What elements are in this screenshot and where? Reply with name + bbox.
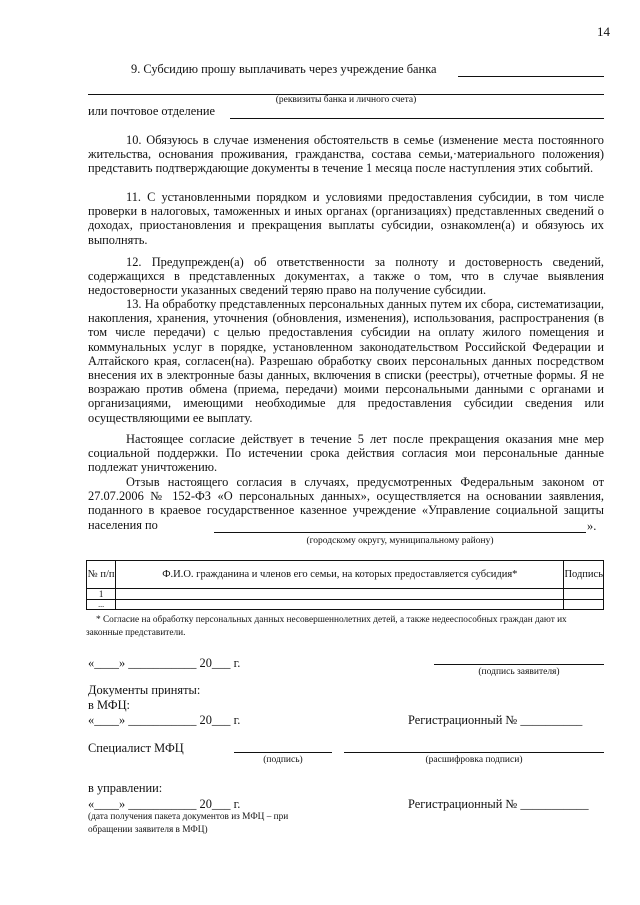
management-registration-number[interactable]: Регистрационный № ___________ bbox=[408, 797, 589, 811]
paragraph-13: 13. На обработку представленных персональных данных путем их сбора, систематизации, накопления, хранения, уточнения (обновления, изменения), использования, распространения (в том числе передачи) с целью предоставления субсидии на оплату жилого помещения и коммунальных услуг в порядке, установленном законодательством Российской Федерации и Алтайского края, согласен(на). Разрешаю обработку своих персональных данных посредством внесения их в электронные базы данных, включения в списки (реестры), отчетные формы. Я не возражаю против обмена (приема, передачи) моими персональными данными с органами и организациями, имеющими необходимые для предоставления субсидии сведения или осуществляющими ее выплату. bbox=[88, 297, 604, 425]
specialist-label: Специалист МФЦ bbox=[88, 741, 184, 755]
district-caption: (городскому округу, муниципальному району) bbox=[306, 536, 494, 546]
application-date[interactable]: «____» ___________ 20___ г. bbox=[88, 656, 241, 670]
mfc-registration-number[interactable]: Регистрационный № __________ bbox=[408, 713, 583, 727]
page-number: 14 bbox=[597, 24, 610, 39]
bank-field[interactable] bbox=[458, 76, 604, 77]
specialist-name-caption: (расшифровка подписи) bbox=[425, 755, 523, 765]
col-fio-header: Ф.И.О. гражданина и членов его семьи, на которых предоставляется субсидия* bbox=[116, 561, 564, 589]
footnote: * Согласие на обработку персональных данных несовершеннолетних детей, а также недееспособных граждан дают их законные представители. bbox=[86, 615, 567, 638]
post-office-label: или почтовое отделение bbox=[88, 104, 215, 118]
bank-details-caption: (реквизиты банка и личного счета) bbox=[275, 95, 417, 105]
sign-cell[interactable] bbox=[564, 600, 604, 610]
sign-cell[interactable] bbox=[564, 589, 604, 600]
paragraph-12: 12. Предупрежден(а) об ответственности за полноту и достоверность сведений, содержащихся в представленных документах, а также о том, что в случае выявления недостоверности указанных сведений теряю право на получение субсидии. bbox=[88, 255, 604, 298]
applicant-sign-field[interactable] bbox=[434, 664, 604, 665]
specialist-name-field[interactable] bbox=[344, 752, 604, 753]
table-header-row bbox=[87, 561, 604, 589]
date-note: (дата получения пакета документов из МФЦ – при обращении заявителя в МФЦ) bbox=[88, 812, 289, 835]
paragraph-revocation: Отзыв настоящего согласия в случаях, предусмотренных Федеральным законом от 27.07.2006 № 152-ФЗ «О персональных данных», осуществляется на основании заявления, поданного в краевое государственное казенное учреждение «Управление социальной защиты населения по bbox=[88, 475, 604, 532]
district-field[interactable] bbox=[214, 532, 586, 533]
fio-cell[interactable] bbox=[116, 600, 564, 610]
revocation-end: ». bbox=[587, 519, 597, 533]
in-management-label: в управлении: bbox=[88, 781, 163, 795]
in-mfc-label: в МФЦ: bbox=[88, 698, 130, 712]
paragraph-consent-term: Настоящее согласие действует в течение 5 лет после прекращения оказания мне мер социальной поддержки. По истечении срока действия согласия мои персональные данные подлежат уничтожению. bbox=[88, 432, 604, 475]
table-row bbox=[87, 600, 604, 610]
applicant-sign-caption: (подпись заявителя) bbox=[478, 667, 560, 677]
fio-cell[interactable] bbox=[116, 589, 564, 600]
row-number: ... bbox=[87, 600, 116, 610]
table-row bbox=[87, 589, 604, 600]
paragraph-11: 11. С установленными порядком и условиями предоставления субсидии, в том числе проверки в налоговых, таможенных и иных органах (организациях) представленных сведений о доходах, приостановления и прекращения выплаты субсидии, ознакомлен(а) и обязуюсь их выполнять. bbox=[88, 190, 604, 247]
mfc-date[interactable]: «____» ___________ 20___ г. bbox=[88, 713, 241, 727]
docs-accepted-label: Документы приняты: bbox=[88, 683, 201, 697]
family-signature-table bbox=[86, 560, 604, 610]
paragraph-10: 10. Обязуюсь в случае изменения обстоятельств в семье (изменение места постоянного жительства, основания проживания, гражданства, состава семьи,·материального положения) представить подтверждающие документы в течение 1 месяца после наступления этих событий. bbox=[88, 133, 604, 176]
row-number: 1 bbox=[87, 589, 116, 600]
col-sign-header: Подпись bbox=[564, 561, 604, 589]
col-number-header: № п/п bbox=[87, 561, 116, 589]
management-date[interactable]: «____» ___________ 20___ г. bbox=[88, 797, 241, 811]
specialist-sign-field[interactable] bbox=[234, 752, 332, 753]
specialist-sign-caption: (подпись) bbox=[263, 755, 303, 765]
post-office-field[interactable] bbox=[230, 118, 604, 119]
bank-request-text: 9. Субсидию прошу выплачивать через учреждение банка bbox=[131, 62, 437, 76]
